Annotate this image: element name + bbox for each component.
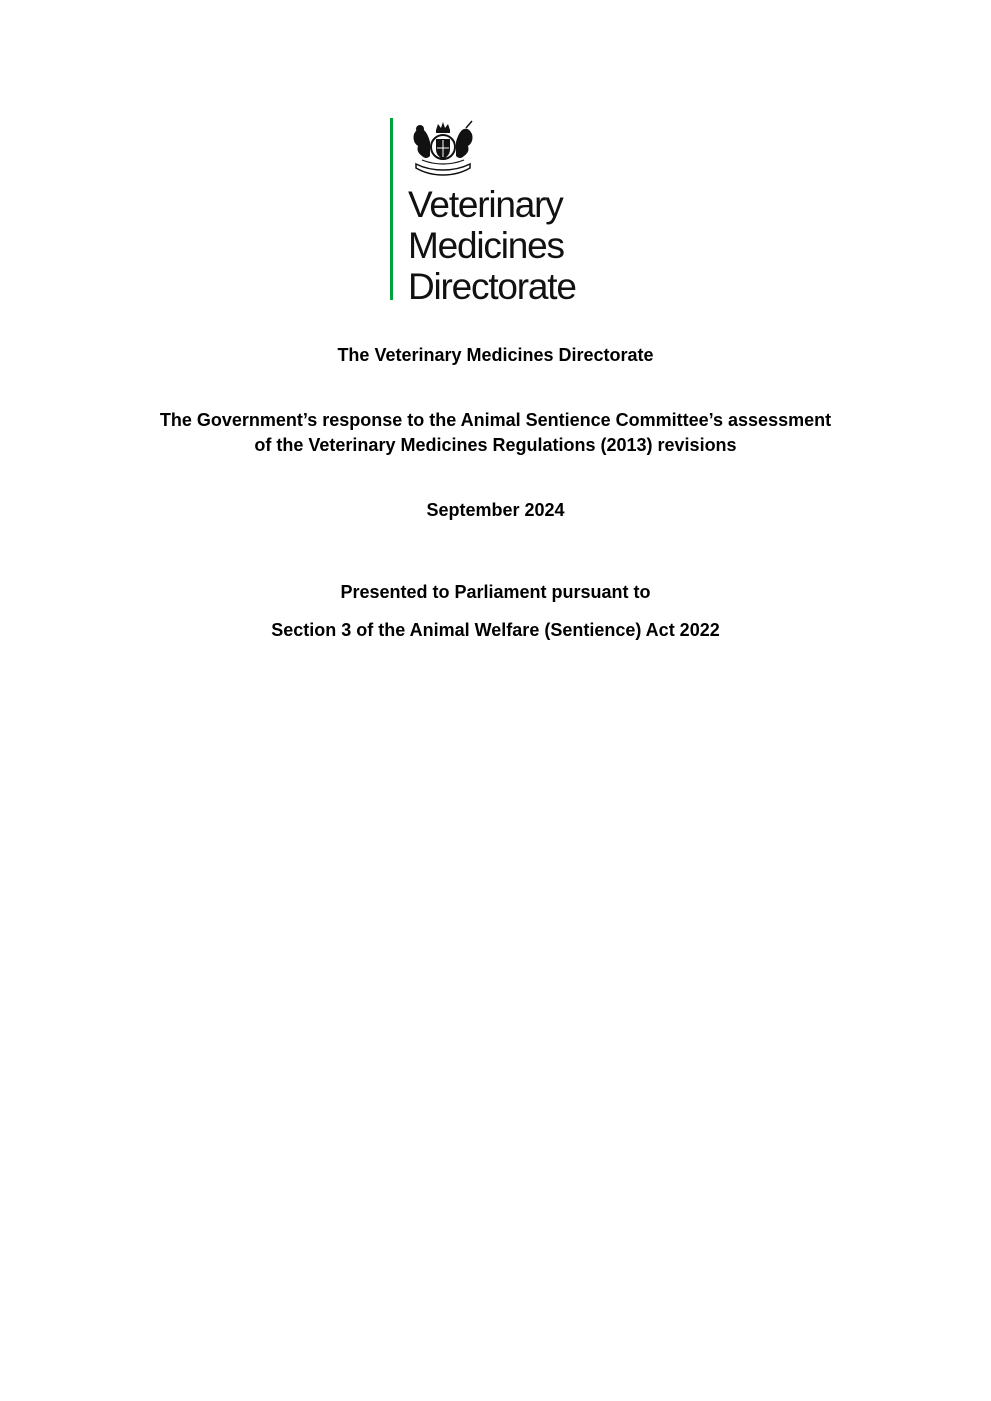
publication-date: September 2024 (426, 500, 565, 520)
presented-to-parliament: Presented to Parliament pursuant to (340, 582, 651, 602)
organisation-name: The Veterinary Medicines Directorate (337, 345, 654, 365)
logo-line-2: Medicines (408, 225, 564, 266)
statutory-basis: Section 3 of the Animal Welfare (Sentience) Act 2022 (271, 620, 720, 640)
logo-line-1: Veterinary (408, 184, 563, 225)
vmd-logo (390, 118, 610, 307)
document-title-line-2: of the Veterinary Medicines Regulations (2013) revisions (254, 435, 737, 455)
royal-coat-of-arms-icon (408, 120, 478, 176)
logo-line-3: Directorate (408, 266, 576, 307)
logo-wordmark (408, 184, 576, 307)
logo-green-bar (390, 118, 393, 300)
document-title-line-1: The Government’s response to the Animal Sentience Committee’s assessment (159, 410, 832, 430)
